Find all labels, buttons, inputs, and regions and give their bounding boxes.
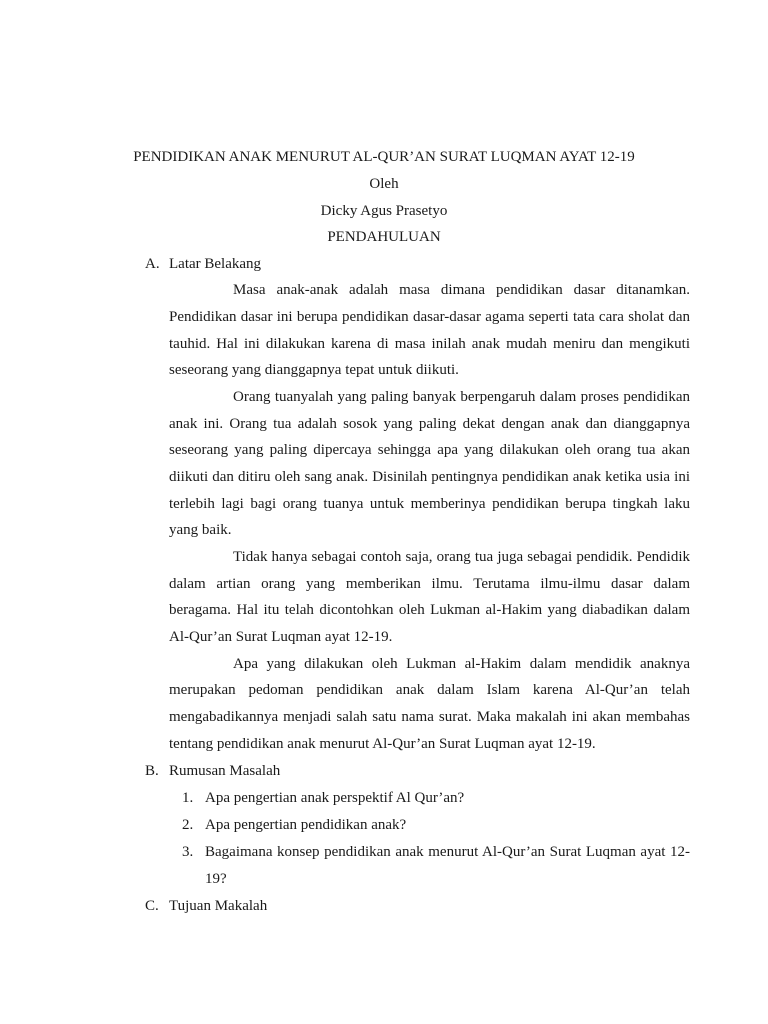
section-a-letter: A. xyxy=(145,256,160,272)
section-a-heading: Latar Belakang xyxy=(169,256,262,272)
section-c-letter: C. xyxy=(145,898,159,914)
paragraph-line: Tidak hanya sebagai contoh saja, orang tua juga sebagai pendidik. Pendidik xyxy=(233,549,690,565)
document-title: PENDIDIKAN ANAK MENURUT AL-QUR’AN SURAT LUQMAN AYAT 12-19 xyxy=(133,149,635,165)
paragraph-line: Apa yang dilakukan oleh Lukman al-Hakim dalam mendidik anaknya xyxy=(233,656,690,672)
list-item: Apa pengertian anak perspektif Al Qur’an? xyxy=(205,790,465,806)
list-item-number: 1. xyxy=(182,790,194,806)
paragraph-line: merupakan pedoman pendidikan anak dalam Islam karena Al-Qur’an telah xyxy=(169,682,690,698)
section-c-heading: Tujuan Makalah xyxy=(169,898,268,914)
paragraph-line: tauhid. Hal ini dilakukan karena di masa inilah anak mudah meniru dan mengikuti xyxy=(169,336,690,352)
paragraph-line: terlebih lagi bagi orang tuanya untuk memberinya pendidikan berupa tingkah laku xyxy=(169,496,690,512)
list-item-number: 2. xyxy=(182,817,194,833)
paragraph-line: anak ini. Orang tua adalah sosok yang paling dekat dengan anak dan dianggapnya xyxy=(169,416,690,432)
section-b-heading: Rumusan Masalah xyxy=(169,763,281,779)
paragraph-line: tentang pendidikan anak menurut Al-Qur’an Surat Luqman ayat 12-19. xyxy=(169,736,596,752)
paragraph-line: diikuti dan ditiru oleh sang anak. Disinilah pentingnya pendidikan anak ketika usia ini xyxy=(169,469,690,485)
paragraph-line: Al-Qur’an Surat Luqman ayat 12-19. xyxy=(169,629,393,645)
chapter-heading: PENDAHULUAN xyxy=(327,229,441,245)
paragraph-line: mengabadikannya menjadi salah satu nama surat. Maka makalah ini akan membahas xyxy=(169,709,690,725)
paragraph-line: yang baik. xyxy=(169,522,232,538)
section-b-letter: B. xyxy=(145,763,159,779)
paragraph-line: beragama. Hal itu telah dicontohkan oleh Lukman al-Hakim yang diabadikan dalam xyxy=(169,602,690,618)
by-label: Oleh xyxy=(369,176,399,192)
paragraph-line: Masa anak-anak adalah masa dimana pendidikan dasar ditanamkan. xyxy=(233,282,690,298)
paragraph-line: seseorang yang paling dipercaya sehingga apa yang dilakukan oleh orang tua akan xyxy=(169,442,690,458)
list-item: Apa pengertian pendidikan anak? xyxy=(205,817,407,833)
paragraph-line: Orang tuanyalah yang paling banyak berpengaruh dalam proses pendidikan xyxy=(233,389,690,405)
paragraph-line: Pendidikan dasar ini berupa pendidikan dasar-dasar agama seperti tata cara sholat dan xyxy=(169,309,690,325)
author-name: Dicky Agus Prasetyo xyxy=(320,203,448,219)
list-item: Bagaimana konsep pendidikan anak menurut Al-Qur’an Surat Luqman ayat 12- xyxy=(205,844,690,860)
list-item-continuation: 19? xyxy=(205,871,227,887)
paragraph-line: dalam artian orang yang memberikan ilmu. Terutama ilmu-ilmu dasar dalam xyxy=(169,576,690,592)
paragraph-line: seseorang yang dianggapnya tepat untuk diikuti. xyxy=(169,362,459,378)
list-item-number: 3. xyxy=(182,844,194,860)
